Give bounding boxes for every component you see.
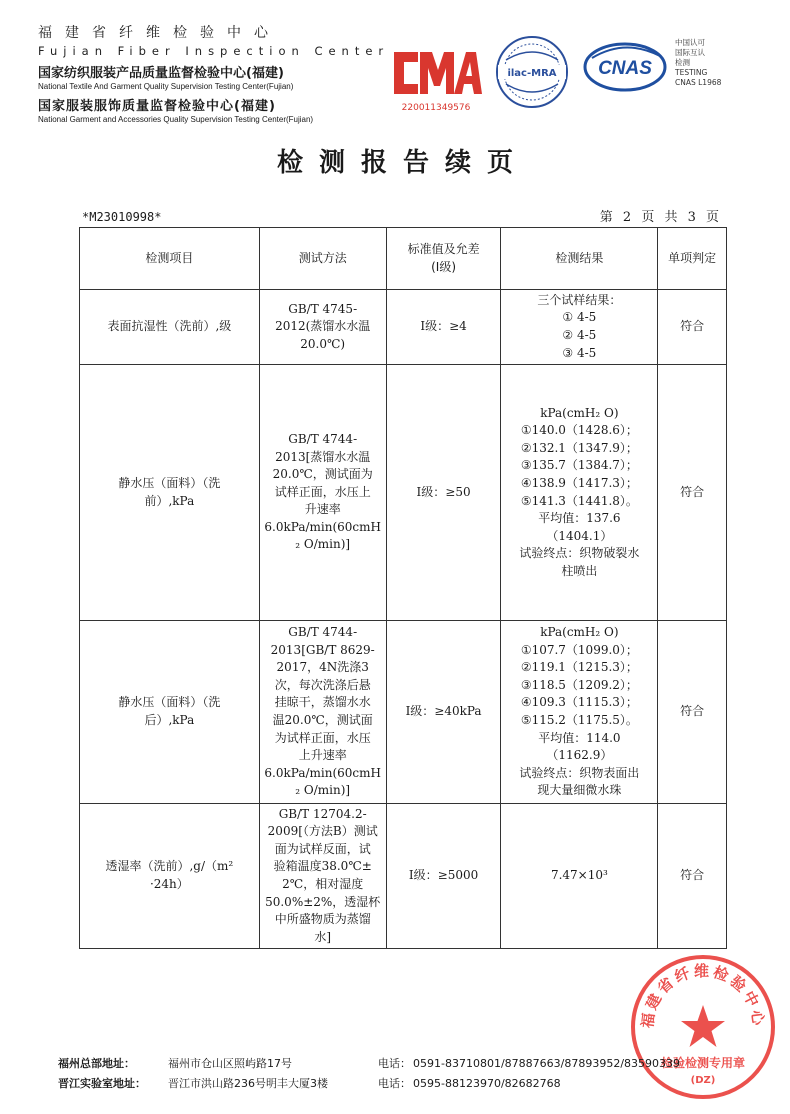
table-row: [80, 290, 727, 365]
cell-method: [259, 804, 386, 949]
table-row: [80, 804, 727, 949]
cell-standard: Ⅰ级：≥50: [386, 365, 501, 621]
cell-result-line: （1162.9）: [546, 748, 613, 763]
cell-method-line: 水]: [314, 929, 332, 944]
cell-result-line: 7.47×10³: [550, 868, 608, 883]
cell-item-line: 表面抗湿性（洗前）,级: [107, 319, 232, 334]
seal-code: (DZ): [690, 1075, 716, 1086]
cell-method-line: GB/T 4745-: [288, 301, 358, 316]
cnas-logo: [582, 40, 668, 94]
cell-method-line: 2012(蒸馏水水温: [275, 319, 371, 334]
cell-item-line: ·24h）: [149, 877, 189, 891]
seal-label: 检验检测专用章: [660, 1056, 746, 1070]
cell-verdict: 符合: [658, 804, 727, 949]
cell-result-line: 平均值：137.6: [538, 511, 621, 526]
cnas-info: [675, 38, 721, 88]
cell-method-line: 2013[GB/T 8629-: [270, 642, 375, 657]
report-number: *M23010998*: [82, 210, 162, 224]
header-standard-line: 标准值及允差: [407, 241, 480, 256]
cell-method-line: 面为试样反面，试: [274, 841, 371, 856]
cell-method-line: 6.0kPa/min(60cmH: [264, 519, 381, 534]
cell-result-line: 柱喷出: [561, 563, 598, 578]
seal-org-text: 福建省纤维检验中心: [638, 962, 768, 1030]
cell-standard: Ⅰ级：≥40kPa: [386, 621, 501, 804]
cell-method-line: 为试样正面，水压: [274, 730, 371, 745]
cnas-info-line: CNAS L1968: [675, 78, 722, 87]
cell-verdict: 符合: [658, 621, 727, 804]
cell-result-line: ③118.5（1209.2）；: [520, 677, 638, 692]
cell-item-line: 前）,kPa: [144, 493, 195, 508]
cell-method: [259, 621, 386, 804]
cell-method-line: 2009[（方法B）测试: [267, 824, 378, 839]
cell-result-line: ⑤115.2（1175.5）。: [520, 713, 638, 727]
cell-result-line: 现大量细微水珠: [537, 783, 622, 798]
cell-verdict: 符合: [658, 290, 727, 365]
cell-method-line: ₂ O/min)]: [295, 783, 351, 798]
cnas-text: CNAS: [598, 58, 652, 79]
footer-address: 晋江市洪山路236号明丰大厦3楼: [168, 1077, 328, 1090]
cell-item: [80, 621, 260, 804]
page-title: 检测报告续页: [276, 148, 529, 178]
footer-phone-label: 电话：: [378, 1077, 411, 1090]
cell-result-line: ①107.7（1099.0）；: [520, 642, 638, 657]
cell-method-line: 验箱温度38.0℃±: [273, 859, 372, 874]
cell-item-line: 透湿率（洗前）,g/（m²: [105, 859, 234, 874]
official-seal: [628, 952, 778, 1102]
footer-address-label: 晋江实验室地址：: [58, 1077, 146, 1090]
header-standard-grade: (Ⅰ级): [431, 259, 457, 274]
table-header-row: [80, 228, 727, 290]
ilac-mra-logo: [492, 34, 572, 110]
cell-item-line: 静水压（面料）（洗: [118, 695, 221, 710]
footer-phone-label: 电话：: [378, 1057, 411, 1070]
footer-address-label: 福州总部地址：: [58, 1057, 135, 1070]
cell-item: [80, 290, 260, 365]
cell-method-line: GB/T 12704.2-: [278, 806, 367, 821]
cell-method-line: 试样正面，水压上: [274, 484, 371, 499]
center3-name-cn: 国家服装服饰质量监督检验中心(福建): [38, 99, 276, 114]
cnas-info-line: 国际互认: [675, 48, 705, 57]
cell-item: [80, 365, 260, 621]
table-row: [80, 365, 727, 621]
cma-number: 220011349576: [401, 103, 471, 113]
page-info: 第 2 页 共 3 页: [599, 210, 722, 225]
header-verdict: 单项判定: [658, 228, 727, 290]
footer-phone: 0595-88123970/82682768: [413, 1077, 561, 1090]
footer-address: 福州市仓山区照屿路17号: [168, 1057, 292, 1070]
cell-method-line: 温20.0℃，测试面: [272, 713, 373, 727]
cell-standard: Ⅰ级：≥4: [386, 290, 501, 365]
cell-result: [501, 365, 658, 621]
cell-result-line: ② 4-5: [562, 328, 597, 342]
footer-line-jinjiang: [58, 1075, 561, 1091]
cell-result-line: kPa(cmH₂ O): [540, 625, 619, 640]
header-result: 检测结果: [501, 228, 658, 290]
cell-method-line: GB/T 4744-: [288, 431, 358, 446]
cell-method: [259, 365, 386, 621]
cell-method-line: 20.0℃): [300, 336, 346, 351]
cnas-info-line: TESTING: [675, 68, 708, 77]
center2-name-en: National Textile And Garment Quality Supervision Testing Center(Fujian): [38, 82, 294, 91]
cell-method-line: 挂晾干，蒸馏水水: [274, 695, 371, 710]
header-method: 测试方法: [259, 228, 386, 290]
cell-method-line: 2013[蒸馏水水温: [275, 449, 371, 464]
footer-line-fuzhou: [58, 1055, 680, 1071]
cell-method-line: 上升速率: [298, 748, 347, 763]
cell-method-line: 次，每次洗涤后悬: [274, 677, 371, 692]
cell-result-line: （1404.1）: [546, 528, 613, 543]
cell-method: [259, 290, 386, 365]
header-standard: [386, 228, 501, 290]
cell-method-line: 2017，4N洗涤3: [276, 660, 369, 675]
cell-result-line: 试验终点：织物破裂水: [519, 546, 640, 561]
results-table: [79, 227, 727, 949]
cell-result-line: 平均值：114.0: [538, 730, 621, 745]
cell-result-line: ③ 4-5: [562, 345, 597, 360]
cell-result-line: 试验终点：织物表面出: [519, 765, 640, 780]
cell-result-line: ①140.0（1428.6）；: [520, 423, 638, 438]
cell-method-line: 50.0%±2%，透湿杯: [265, 894, 381, 909]
cell-method-line: 6.0kPa/min(60cmH: [264, 765, 381, 780]
header-item: 检测项目: [80, 228, 260, 290]
cell-method-line: ₂ O/min)]: [295, 537, 351, 552]
cell-standard: Ⅰ级：≥5000: [386, 804, 501, 949]
cell-result-line: ⑤141.3（1441.8）。: [520, 493, 638, 508]
cell-method-line: 2℃，相对湿度: [282, 877, 364, 891]
cell-item-line: 后）,kPa: [144, 713, 195, 727]
cell-result-line: ④109.3（1115.3）；: [520, 695, 638, 710]
cell-result-line: 三个试样结果：: [537, 292, 622, 307]
cnas-info-line: 检测: [675, 58, 690, 67]
header-org-block: [38, 22, 390, 124]
cell-method-line: 中所盛物质为蒸馏: [274, 912, 371, 927]
cma-logo: [388, 44, 484, 114]
cell-result-line: ④138.9（1417.3）；: [520, 475, 638, 490]
seal-star-icon: [681, 1005, 725, 1047]
table-row: [80, 621, 727, 804]
org-name-en: Fujian Fiber Inspection Center: [38, 44, 390, 58]
cell-result-line: ① 4-5: [562, 310, 597, 325]
cell-method-line: 升速率: [304, 502, 341, 517]
cnas-info-line: 中国认可: [675, 38, 705, 47]
cell-result-line: ②132.1（1347.9）；: [520, 440, 638, 455]
cell-method-line: 20.0℃，测试面为: [272, 467, 373, 482]
cell-result: [501, 804, 658, 949]
cell-result: [501, 290, 658, 365]
center2-name-cn: 国家纺织服装产品质量监督检验中心(福建): [38, 66, 284, 81]
cell-result-line: kPa(cmH₂ O): [540, 405, 619, 420]
org-name-cn: 福建省纤维检验中心: [38, 25, 281, 41]
ilac-text: ilac-MRA: [507, 68, 557, 79]
cell-item-line: 静水压（面料）（洗: [118, 475, 221, 490]
cell-result-line: ③135.7（1384.7）；: [520, 458, 638, 473]
cell-verdict: 符合: [658, 365, 727, 621]
cell-item: [80, 804, 260, 949]
cell-result-line: ②119.1（1215.3）；: [520, 660, 638, 675]
center3-name-en: National Garment and Accessories Quality Supervision Testing Center(Fujian): [38, 115, 314, 124]
cell-result: [501, 621, 658, 804]
cell-method-line: GB/T 4744-: [288, 625, 358, 640]
footer-phone: 0591-83710801/87887663/87893952/83590339: [413, 1057, 681, 1070]
